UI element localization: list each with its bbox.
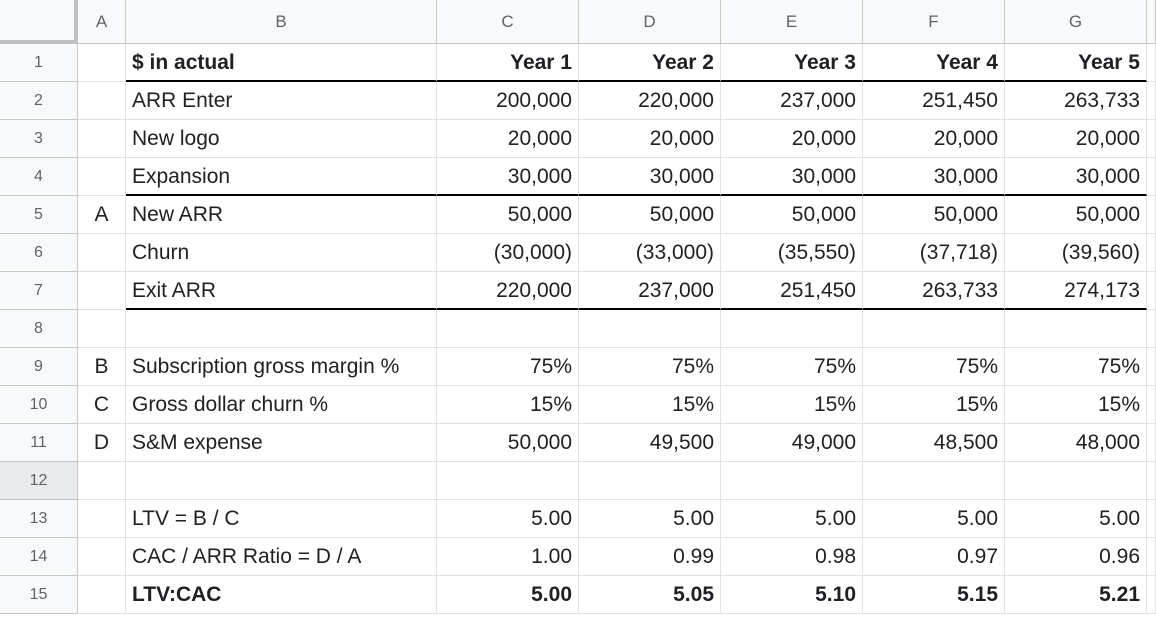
cell-metric-name[interactable]: New logo — [126, 120, 437, 158]
cell-empty[interactable] — [1147, 196, 1156, 234]
table-row — [0, 82, 1156, 120]
cell-value[interactable]: 50,000 — [863, 196, 1005, 234]
cell-value[interactable]: Year 2 — [579, 44, 721, 82]
cell-value[interactable] — [437, 310, 579, 348]
cell-value[interactable]: (37,718) — [863, 234, 1005, 272]
cell-value[interactable]: 5.00 — [579, 500, 721, 538]
table-row — [0, 500, 1156, 538]
cell-value[interactable]: 5.00 — [721, 500, 863, 538]
cell-value[interactable]: Year 3 — [721, 44, 863, 82]
cell-label-letter[interactable] — [78, 310, 126, 348]
cell-label-letter[interactable] — [78, 462, 126, 500]
row-header[interactable]: 14 — [0, 538, 78, 576]
cell-value[interactable]: 0.97 — [863, 538, 1005, 576]
cell-label-letter[interactable] — [78, 538, 126, 576]
cell-value[interactable] — [863, 310, 1005, 348]
cell-label-letter[interactable]: B — [78, 348, 126, 386]
cell-metric-name[interactable]: Churn — [126, 234, 437, 272]
row-header[interactable]: 13 — [0, 500, 78, 538]
cell-value[interactable]: 274,173 — [1005, 272, 1147, 310]
table-row — [0, 44, 1156, 82]
row-header[interactable]: 15 — [0, 576, 78, 614]
cell-empty[interactable] — [1147, 44, 1156, 82]
cell-value[interactable]: 48,500 — [863, 424, 1005, 462]
table-row — [0, 348, 1156, 386]
cell-value[interactable]: 5.10 — [721, 576, 863, 614]
cell-value[interactable]: 75% — [579, 348, 721, 386]
column-header-g[interactable]: G — [1005, 0, 1147, 44]
cell-value[interactable]: 220,000 — [579, 82, 721, 120]
cell-metric-name[interactable]: Subscription gross margin % — [126, 348, 437, 386]
cell-value[interactable]: 200,000 — [437, 82, 579, 120]
column-header-h[interactable] — [1147, 0, 1156, 44]
cell-value[interactable]: 49,500 — [579, 424, 721, 462]
cell-value[interactable]: 75% — [1005, 348, 1147, 386]
column-header-f[interactable]: F — [863, 0, 1005, 44]
cell-value[interactable]: 20,000 — [437, 120, 579, 158]
cell-value[interactable] — [579, 462, 721, 500]
cell-empty[interactable] — [1147, 576, 1156, 614]
cell-value[interactable]: 5.00 — [1005, 500, 1147, 538]
cell-label-letter[interactable]: A — [78, 196, 126, 234]
cell-value[interactable]: 5.00 — [863, 500, 1005, 538]
cell-value[interactable]: 15% — [579, 386, 721, 424]
cell-value[interactable]: 5.05 — [579, 576, 721, 614]
cell-value[interactable]: 1.00 — [437, 538, 579, 576]
row-header[interactable]: 2 — [0, 82, 78, 120]
cell-metric-name[interactable]: S&M expense — [126, 424, 437, 462]
cell-value[interactable]: 30,000 — [1005, 158, 1147, 196]
cell-value[interactable]: 49,000 — [721, 424, 863, 462]
cell-value[interactable]: (33,000) — [579, 234, 721, 272]
cell-value[interactable] — [721, 462, 863, 500]
table-row — [0, 158, 1156, 196]
row-header[interactable]: 12 — [0, 462, 78, 500]
cell-empty[interactable] — [1147, 462, 1156, 500]
row-header[interactable]: 10 — [0, 386, 78, 424]
cell-label-letter[interactable] — [78, 500, 126, 538]
cell-metric-name[interactable]: Expansion — [126, 158, 437, 196]
cell-metric-name[interactable]: Exit ARR — [126, 272, 437, 310]
cell-value[interactable]: 30,000 — [863, 158, 1005, 196]
cell-label-letter[interactable] — [78, 158, 126, 196]
cell-value[interactable]: 30,000 — [437, 158, 579, 196]
cell-value[interactable]: 5.00 — [437, 576, 579, 614]
cell-value[interactable]: 50,000 — [579, 196, 721, 234]
table-row — [0, 196, 1156, 234]
cell-metric-name[interactable]: Gross dollar churn % — [126, 386, 437, 424]
table-row — [0, 424, 1156, 462]
cell-metric-name[interactable] — [126, 462, 437, 500]
column-header-b[interactable]: B — [126, 0, 437, 44]
cell-value[interactable] — [721, 310, 863, 348]
cell-value[interactable]: 48,000 — [1005, 424, 1147, 462]
cell-value[interactable]: 15% — [863, 386, 1005, 424]
cell-value[interactable]: 15% — [1005, 386, 1147, 424]
cell-label-letter[interactable] — [78, 272, 126, 310]
table-row — [0, 576, 1156, 614]
cell-value[interactable]: 0.98 — [721, 538, 863, 576]
cell-empty[interactable] — [1147, 158, 1156, 196]
row-header[interactable]: 8 — [0, 310, 78, 348]
cell-empty[interactable] — [1147, 424, 1156, 462]
cell-metric-name[interactable]: LTV:CAC — [126, 576, 437, 614]
cell-value[interactable]: 50,000 — [721, 196, 863, 234]
cell-value[interactable]: (30,000) — [437, 234, 579, 272]
cell-value[interactable]: 50,000 — [437, 424, 579, 462]
cell-empty[interactable] — [1147, 234, 1156, 272]
cell-value[interactable] — [1005, 462, 1147, 500]
cell-empty[interactable] — [1147, 310, 1156, 348]
cell-value[interactable]: 15% — [721, 386, 863, 424]
row-header[interactable]: 4 — [0, 158, 78, 196]
cell-value[interactable]: 20,000 — [1005, 120, 1147, 158]
cell-value[interactable]: 220,000 — [437, 272, 579, 310]
cell-value[interactable]: (39,560) — [1005, 234, 1147, 272]
cell-metric-name[interactable]: $ in actual — [126, 44, 437, 82]
row-header[interactable]: 7 — [0, 272, 78, 310]
column-header-d[interactable]: D — [579, 0, 721, 44]
row-header[interactable]: 6 — [0, 234, 78, 272]
select-all-corner[interactable] — [0, 0, 78, 44]
cell-value[interactable]: 30,000 — [579, 158, 721, 196]
cell-label-letter[interactable] — [78, 576, 126, 614]
cell-value[interactable]: 237,000 — [721, 82, 863, 120]
cell-metric-name[interactable] — [126, 310, 437, 348]
cell-value[interactable]: 5.00 — [437, 500, 579, 538]
cell-value[interactable]: (35,550) — [721, 234, 863, 272]
cell-value[interactable]: 20,000 — [721, 120, 863, 158]
column-header-e[interactable]: E — [721, 0, 863, 44]
cell-empty[interactable] — [1147, 120, 1156, 158]
cell-metric-name[interactable]: New ARR — [126, 196, 437, 234]
column-header-row — [0, 0, 1156, 44]
cell-value[interactable] — [437, 462, 579, 500]
cell-value[interactable] — [1005, 310, 1147, 348]
cell-value[interactable]: 20,000 — [863, 120, 1005, 158]
cell-empty[interactable] — [1147, 538, 1156, 576]
cell-label-letter[interactable]: D — [78, 424, 126, 462]
cell-label-letter[interactable] — [78, 44, 126, 82]
cell-metric-name[interactable]: CAC / ARR Ratio = D / A — [126, 538, 437, 576]
cell-label-letter[interactable]: C — [78, 386, 126, 424]
cell-value[interactable]: 75% — [721, 348, 863, 386]
cell-value[interactable]: 263,733 — [863, 272, 1005, 310]
table-row — [0, 272, 1156, 310]
table-row — [0, 234, 1156, 272]
cell-value[interactable]: 50,000 — [1005, 196, 1147, 234]
cell-empty[interactable] — [1147, 82, 1156, 120]
cell-value[interactable]: Year 5 — [1005, 44, 1147, 82]
cell-value[interactable]: Year 4 — [863, 44, 1005, 82]
column-header-a[interactable]: A — [78, 0, 126, 44]
table-row — [0, 310, 1156, 348]
cell-label-letter[interactable] — [78, 82, 126, 120]
cell-metric-name[interactable]: ARR Enter — [126, 82, 437, 120]
cell-value[interactable] — [579, 310, 721, 348]
cell-label-letter[interactable] — [78, 234, 126, 272]
cell-value[interactable]: 5.21 — [1005, 576, 1147, 614]
cell-value[interactable]: 251,450 — [721, 272, 863, 310]
cell-empty[interactable] — [1147, 386, 1156, 424]
cell-value[interactable]: 251,450 — [863, 82, 1005, 120]
column-header-c[interactable]: C — [437, 0, 579, 44]
cell-value[interactable]: 263,733 — [1005, 82, 1147, 120]
cell-value[interactable]: 0.96 — [1005, 538, 1147, 576]
cell-value[interactable]: Year 1 — [437, 44, 579, 82]
cell-value[interactable]: 15% — [437, 386, 579, 424]
cell-value[interactable]: 75% — [863, 348, 1005, 386]
table-row — [0, 462, 1156, 500]
row-header[interactable]: 11 — [0, 424, 78, 462]
table-row — [0, 120, 1156, 158]
cell-metric-name[interactable]: LTV = B / C — [126, 500, 437, 538]
table-row — [0, 386, 1156, 424]
cell-value[interactable]: 5.15 — [863, 576, 1005, 614]
cell-value[interactable]: 20,000 — [579, 120, 721, 158]
cell-label-letter[interactable] — [78, 120, 126, 158]
row-header[interactable]: 9 — [0, 348, 78, 386]
cell-value[interactable] — [863, 462, 1005, 500]
cell-value[interactable]: 30,000 — [721, 158, 863, 196]
cell-empty[interactable] — [1147, 500, 1156, 538]
cell-value[interactable]: 0.99 — [579, 538, 721, 576]
cell-empty[interactable] — [1147, 348, 1156, 386]
cell-empty[interactable] — [1147, 272, 1156, 310]
row-header[interactable]: 1 — [0, 44, 78, 82]
cell-value[interactable]: 50,000 — [437, 196, 579, 234]
row-header[interactable]: 3 — [0, 120, 78, 158]
cell-value[interactable]: 237,000 — [579, 272, 721, 310]
cell-value[interactable]: 75% — [437, 348, 579, 386]
row-header[interactable]: 5 — [0, 196, 78, 234]
table-row — [0, 538, 1156, 576]
